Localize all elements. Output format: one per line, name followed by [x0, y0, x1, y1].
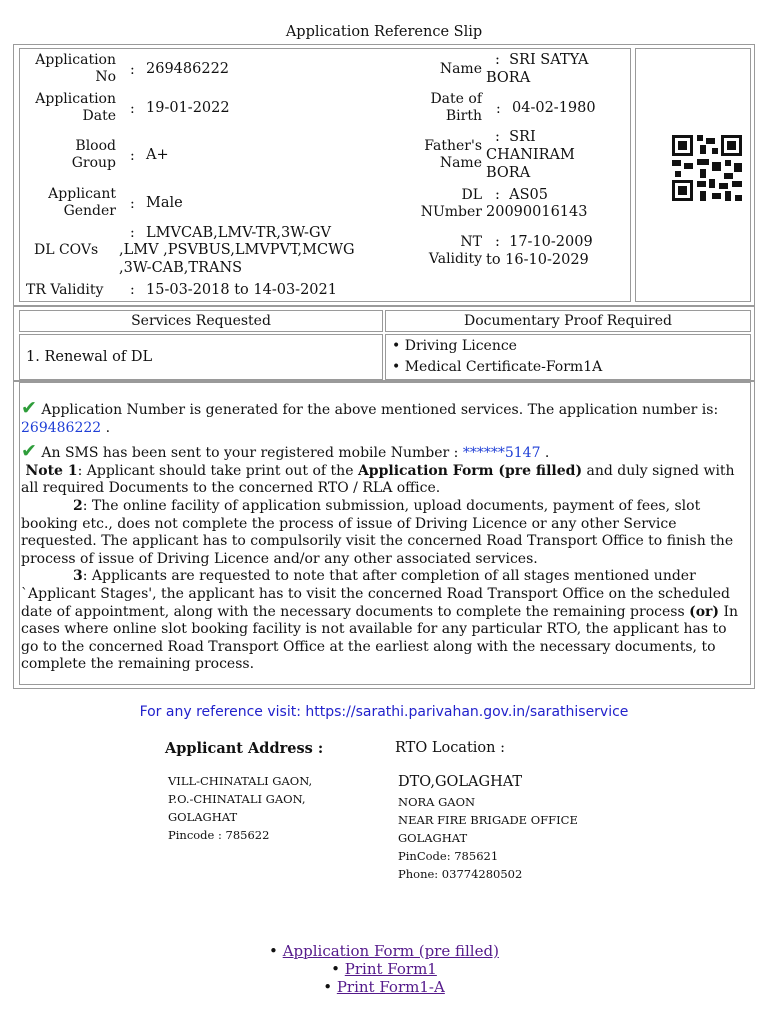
rto-line: NEAR FIRE BRIGADE OFFICE	[398, 813, 578, 827]
note-2: 2: The online facility of application submission, upload documents, payment of fees, slot booking etc., does not complete the process of issue of Driving Licence or any other Service requested. The applicant has to compulsorily visit the concerned Road Transport Office to finish the process of issue of Driving Licence and/or any other associated services.	[21, 497, 734, 567]
dl-line-2: 20090016143	[486, 204, 588, 220]
nt-validity-label: NT Validity	[428, 234, 482, 267]
print-form1a-link[interactable]: Print Form1-A	[336, 978, 445, 996]
proof-item-1: Driving Licence	[404, 338, 517, 354]
dl-number-value: AS05	[509, 187, 548, 203]
dl-covs-line-3: ,3W-CAB,TRANS	[119, 260, 243, 276]
tr-validity-label: TR Validity	[26, 282, 104, 298]
list-item: • Print Form1-A	[323, 978, 445, 996]
applicant-details-box	[13, 44, 755, 306]
colon: :	[130, 196, 135, 212]
table-row	[19, 334, 751, 380]
application-number-value: 269486222	[21, 419, 102, 436]
father-name-value: SRI	[509, 129, 536, 145]
application-date-label: Application Date	[35, 91, 116, 124]
nt-line-2: to 16-10-2029	[486, 252, 589, 268]
address-line: GOLAGHAT	[168, 810, 238, 824]
father-line-1: : SRI	[495, 129, 536, 145]
notes-content	[21, 397, 747, 674]
qr-code-icon	[672, 135, 742, 201]
application-no-value: 269486222	[146, 61, 230, 77]
blood-group-label: Blood Group	[71, 138, 116, 171]
page-title: Application Reference Slip	[285, 24, 483, 40]
name-line-2: BORA	[486, 70, 531, 86]
services-header-row	[19, 310, 751, 332]
reference-link-text[interactable]: For any reference visit: https://sarathi.parivahan.gov.in/sarathiservice	[139, 704, 629, 720]
colon: :	[130, 282, 135, 298]
address-line: VILL-CHINATALI GAON,	[168, 774, 313, 788]
rto-pincode: PinCode: 785621	[398, 849, 499, 863]
address-line: P.O.-CHINATALI GAON,	[168, 792, 306, 806]
documentary-proof-header: Documentary Proof Required	[385, 310, 751, 332]
action-links	[0, 942, 768, 996]
father-name-label: Father's Name	[424, 138, 482, 171]
list-item: • Medical Certificate-Form1A	[392, 359, 603, 375]
dl-covs-line-1: LMVCAB,LMV-TR,3W-GV	[146, 225, 332, 241]
nt-validity-value: 17-10-2009	[509, 234, 593, 250]
services-table	[17, 308, 753, 382]
proof-cell	[385, 334, 751, 380]
tr-validity-value: 15-03-2018 to 14-03-2021	[146, 282, 337, 298]
notes-box	[13, 380, 755, 689]
services-box	[13, 306, 755, 382]
father-line-3: BORA	[486, 165, 531, 181]
dl-covs-line-2: ,LMV ,PSVBUS,LMVPVT,MCWG	[119, 242, 355, 258]
applicant-address-heading: Applicant Address :	[165, 740, 324, 757]
print-form1-link[interactable]: Print Form1	[344, 960, 437, 978]
rto-address	[398, 793, 578, 883]
services-requested-header: Services Requested	[19, 310, 383, 332]
note-3: 3: Applicants are requested to note that after completion of all stages mentioned under `Applicant Stages', the applicant has to visit the concerned Road Transport Office on the scheduled date of appointment, along with the necessary documents to complete the remaining process (or) In cases where online slot booking facility is not available for any particular RTO, the applicant has to go to the concerned Road Transport Office at the earliest along with the necessary documents, to complete the remaining process.	[21, 568, 739, 673]
name-label: Name	[439, 61, 482, 77]
rto-line: GOLAGHAT	[398, 831, 468, 845]
mobile-number-value: ******5147	[462, 445, 541, 462]
colon: :	[130, 101, 135, 117]
dl-line-1: : AS05	[495, 187, 548, 203]
service-cell: 1. Renewal of DL	[19, 334, 383, 380]
dob-value: 04-02-1980	[512, 100, 596, 116]
list-item: • Application Form (pre filled)	[269, 942, 499, 960]
dob-label: Date of Birth	[430, 91, 482, 124]
colon: :	[130, 225, 135, 241]
father-line-2: CHANIRAM	[486, 147, 575, 163]
rto-phone: Phone: 03774280502	[398, 867, 523, 881]
note-1: Note 1: Applicant should take print out of the Application Form (pre filled) and duly signed with all required Documents to the concerned RTO / RLA office.	[21, 462, 735, 497]
proof-item-2: Medical Certificate-Form1A	[404, 359, 603, 375]
application-date-value: 19-01-2022	[146, 100, 230, 116]
rto-line: NORA GAON	[398, 795, 476, 809]
application-no-label: Application No	[35, 52, 116, 85]
rto-name: DTO,GOLAGHAT	[398, 774, 523, 790]
gender-value: Male	[146, 195, 183, 211]
application-form-link[interactable]: Application Form (pre filled)	[282, 942, 499, 960]
address-pincode: Pincode : 785622	[168, 828, 270, 842]
colon: :	[496, 101, 501, 117]
dl-number-label: DL NUmber	[420, 187, 482, 220]
nt-line-1: : 17-10-2009	[495, 234, 593, 250]
check-icon: ✔	[21, 440, 37, 463]
gender-label: Applicant Gender	[48, 186, 116, 219]
qr-panel	[635, 48, 751, 302]
list-item: • Print Form1	[331, 960, 437, 978]
application-number-note: ✔ Application Number is generated for the above mentioned services. The application number is: 269486222 .	[21, 397, 719, 436]
rto-location-heading: RTO Location :	[395, 740, 505, 756]
name-value: SRI SATYA	[509, 52, 589, 68]
blood-group-value: A+	[146, 147, 169, 163]
check-icon: ✔	[21, 397, 37, 419]
applicant-address	[168, 772, 312, 844]
dl-covs-label: DL COVs	[34, 242, 99, 258]
colon: :	[130, 148, 135, 164]
colon: :	[130, 62, 135, 78]
name-line-1: : SRI SATYA	[495, 52, 589, 68]
sms-note: ✔ An SMS has been sent to your registered mobile Number : ******5147 .	[21, 440, 550, 463]
list-item: • Driving Licence	[392, 338, 517, 354]
